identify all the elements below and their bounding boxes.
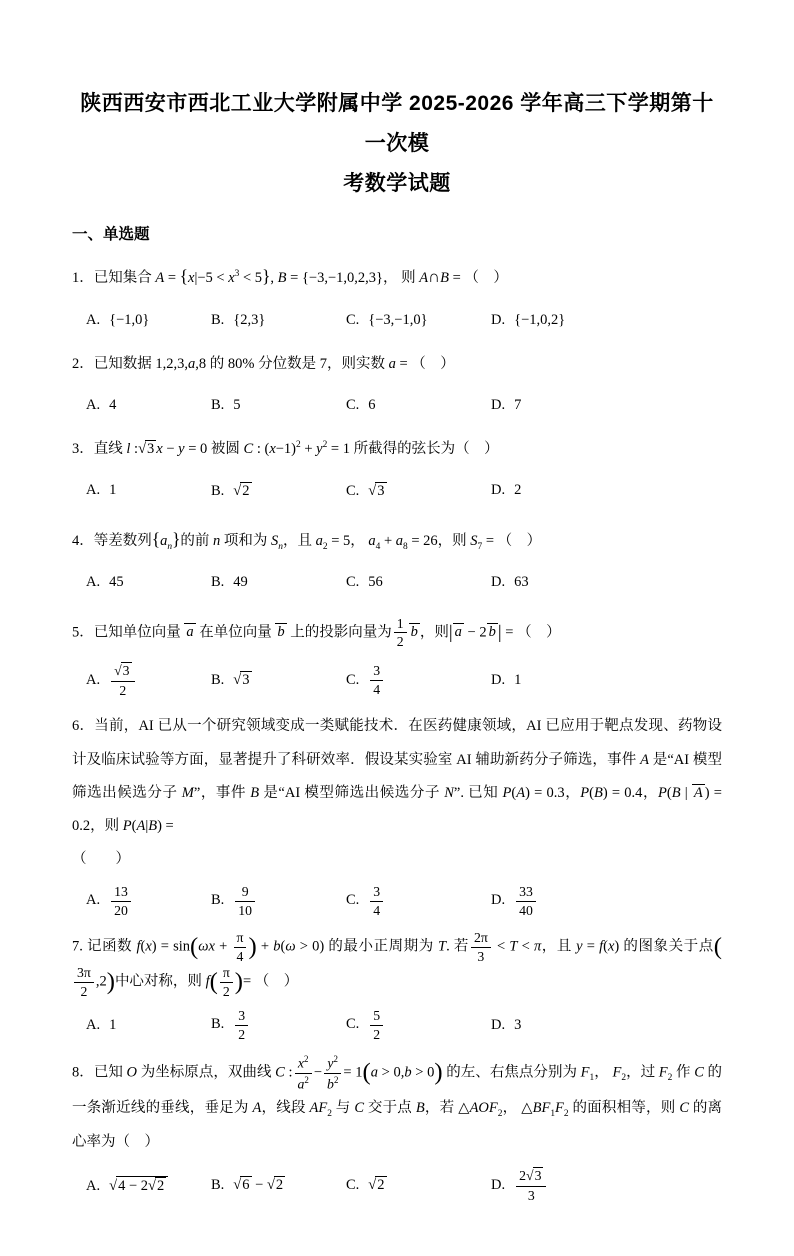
option-value: 3 xyxy=(514,1016,522,1033)
question-1-option-c xyxy=(346,312,491,329)
question-3-stem: 3．直线 l :√ 3 x − y = 0 被圆 C : $(x-1)^2 + y^2 = 1$ 所截得的弦长为（ ） xyxy=(72,440,499,458)
question-7-option-a xyxy=(86,1017,211,1034)
option-label: C. xyxy=(346,671,360,688)
page-title-line2: 考数学试题 xyxy=(343,171,451,195)
question-3-option-a xyxy=(86,482,211,499)
question-8 xyxy=(72,1054,722,1203)
option-label: A. xyxy=(86,574,101,591)
question-1-option-a xyxy=(86,312,211,329)
option-value: √ 6 − √ 2 xyxy=(233,1177,284,1194)
option-label: D. xyxy=(491,1016,506,1033)
question-4 xyxy=(72,519,722,599)
option-value: {−1,0,2} xyxy=(514,311,566,328)
question-2-option-a xyxy=(86,397,211,414)
option-value: $\frac{√ 3}{2}$ xyxy=(109,672,136,688)
question-5-option-c xyxy=(346,663,491,698)
option-label: C. xyxy=(346,574,360,591)
question-7-stem: 7. 记函数 f(x) = sin(ωx + $\frac{\pi}{4}$ ) + b(ω > 0) 的最小正周期为 T. 若 $\frac{2\pi}{3}$ < T < π，且 y = f(x) 的图象关于点( $\frac{3\pi}{2}$ ,2)中心对称，则 f( $\frac{\pi}{2}$ )= （ ） xyxy=(72,930,722,999)
option-value: √ 4 − 2√ 2 xyxy=(109,1178,168,1194)
option-label: B. xyxy=(211,311,225,328)
question-1-stem: 1．已知集合 $A = \{x|-5 < x^3 < 5\}$, B = {−3,−1,0,2,3}， 则 A∩B = （ ） xyxy=(72,265,508,286)
section-heading-single-choice: 一、单选题 xyxy=(72,225,150,243)
option-value: $\frac{2√ 3}{3}$ xyxy=(514,1177,548,1193)
option-label: A. xyxy=(86,482,101,499)
question-7-option-c xyxy=(346,1008,491,1043)
question-8-option-d xyxy=(491,1167,722,1203)
option-value: {−1,0} xyxy=(109,311,150,328)
option-label: B. xyxy=(211,892,225,909)
question-4-stem: 4．等差数列$\{a_n\}$的前 n 项和为 $S_n$，且 $a_2 = 5$， $a_4 + a_8 = 26$，则 $S_7$ = （ ） xyxy=(72,528,542,552)
option-label: A. xyxy=(86,396,101,413)
question-3-options xyxy=(72,475,722,507)
option-value: $\frac{5}{2}$ xyxy=(368,1016,385,1032)
question-5-option-a xyxy=(86,662,211,698)
question-2-options xyxy=(72,389,722,421)
question-3 xyxy=(72,433,722,506)
option-label: A. xyxy=(86,311,101,328)
question-2-option-c xyxy=(346,397,491,414)
question-5-stem: 5．已知单位向量 a 在单位向量 b 上的投影向量为 $\frac{1}{2}$ b ，则| a − 2 b | = （ ） xyxy=(72,615,561,650)
question-6-answer-paren: （ ） xyxy=(72,850,130,867)
option-label: B. xyxy=(211,396,225,413)
option-label: C. xyxy=(346,311,360,328)
option-value: $\frac{3}{4}$ xyxy=(368,892,385,908)
option-value: 4 xyxy=(109,396,117,413)
option-label: A. xyxy=(86,892,101,909)
option-value: 49 xyxy=(233,574,248,591)
option-value: 1 xyxy=(109,482,117,499)
option-label: C. xyxy=(346,1177,360,1194)
option-label: D. xyxy=(491,311,506,328)
question-2-option-d xyxy=(491,397,722,414)
option-value: $\frac{3}{2}$ xyxy=(233,1016,250,1032)
question-8-stem: 8．已知 O 为坐标原点，双曲线 C : $\frac{x^2}{a^2}$ − $\frac{y^2}{b^2}$ = 1(a > 0,b > 0) 的左、右焦点分别为 $F_1$， $F_2$，过 $F_2$ 作 C 的一条渐近线的垂线，垂足为 A，线段 $AF_2$ 与 C 交于点 B，若 $\triangle AOF_2$， $\triangle BF_1F_2$ 的面积相等，则 C 的离心率为（ ） xyxy=(72,1054,723,1150)
option-label: C. xyxy=(346,1016,360,1033)
question-6-option-b xyxy=(211,884,346,919)
option-value: 6 xyxy=(368,396,376,413)
option-label: C. xyxy=(346,892,360,909)
option-label: B. xyxy=(211,574,225,591)
option-label: B. xyxy=(211,482,225,499)
option-label: D. xyxy=(491,671,506,688)
question-3-option-c xyxy=(346,482,491,500)
option-value: 63 xyxy=(514,574,529,591)
option-value: {−3,−1,0} xyxy=(368,311,428,328)
question-7-option-b xyxy=(211,1008,346,1043)
question-5 xyxy=(72,611,722,699)
option-value: √ 2 xyxy=(368,1177,385,1194)
option-label: D. xyxy=(491,482,506,499)
question-4-option-a xyxy=(86,574,211,591)
option-label: D. xyxy=(491,396,506,413)
option-label: D. xyxy=(491,574,506,591)
option-value: 1 xyxy=(109,1016,117,1033)
option-value: $\frac{13}{20}$ xyxy=(109,892,133,908)
question-6-option-a xyxy=(86,884,211,919)
option-value: 2 xyxy=(514,482,522,499)
question-1-option-b xyxy=(211,312,346,329)
option-value: √ 3 xyxy=(233,672,250,689)
option-value: √ 3 xyxy=(368,482,385,499)
question-4-options xyxy=(72,567,722,599)
page-title xyxy=(72,84,722,204)
question-5-option-b xyxy=(211,671,346,689)
question-6 xyxy=(72,710,722,918)
question-4-option-c xyxy=(346,574,491,591)
question-5-option-d xyxy=(491,672,722,689)
question-8-option-c xyxy=(346,1176,491,1194)
option-value: 45 xyxy=(109,574,124,591)
page-title-line1: 陕西西安市西北工业大学附属中学 2025-2026 学年高三下学期第十一次模 xyxy=(80,92,714,155)
question-7-options xyxy=(72,1008,722,1043)
question-2-option-b xyxy=(211,397,346,414)
option-value: 56 xyxy=(368,574,383,591)
option-label: B. xyxy=(211,1016,225,1033)
question-6-option-c xyxy=(346,884,491,919)
option-label: C. xyxy=(346,396,360,413)
option-value: 7 xyxy=(514,396,522,413)
option-label: A. xyxy=(86,671,101,688)
question-3-option-d xyxy=(491,482,722,499)
question-4-option-b xyxy=(211,574,346,591)
question-6-options xyxy=(72,884,722,919)
option-label: D. xyxy=(491,892,506,909)
option-label: A. xyxy=(86,1016,101,1033)
option-value: $\frac{3}{4}$ xyxy=(368,672,385,688)
option-label: A. xyxy=(86,1177,101,1194)
option-label: B. xyxy=(211,672,225,689)
question-2-stem: 2．已知数据 1,2,3,a,8 的 80% 分位数是 7，则实数 a = （ ） xyxy=(72,356,455,373)
option-value: √ 2 xyxy=(233,482,250,499)
question-5-options xyxy=(72,662,722,698)
question-4-option-d xyxy=(491,574,722,591)
question-8-option-b xyxy=(211,1176,346,1194)
question-3-option-b xyxy=(211,482,346,500)
question-7 xyxy=(72,930,722,1042)
question-2 xyxy=(72,348,722,421)
option-label: B. xyxy=(211,1177,225,1194)
question-6-stem: 6．当前，AI 已从一个研究领域变成一类赋能技术．在医药健康领域，AI 已应用于靶点发现、药物设计及临床试验等方面，显著提升了科研效率．假设某实验室 AI 辅助新药分子筛选，事件 A 是“AI 模型筛选出候选分子 M”，事件 B 是“AI 模型筛选出候选分子 N”. 已知 P(A) = 0.3，P(B) = 0.4，P(B | A ) = 0.2，则 P(A|B) = xyxy=(72,718,722,835)
option-label: C. xyxy=(346,482,360,499)
question-7-option-d xyxy=(491,1017,722,1034)
option-value: 1 xyxy=(514,671,522,688)
option-value: 5 xyxy=(233,396,241,413)
option-value: {2,3} xyxy=(233,311,266,328)
question-6-option-d xyxy=(491,884,722,919)
option-value: $\frac{33}{40}$ xyxy=(514,892,538,908)
option-label: D. xyxy=(491,1176,506,1193)
question-1-option-d xyxy=(491,312,722,329)
question-1-options xyxy=(72,304,722,336)
question-1 xyxy=(72,256,722,336)
option-value: $\frac{9}{10}$ xyxy=(233,892,257,908)
question-8-option-a xyxy=(86,1176,211,1195)
question-8-options xyxy=(72,1167,722,1203)
